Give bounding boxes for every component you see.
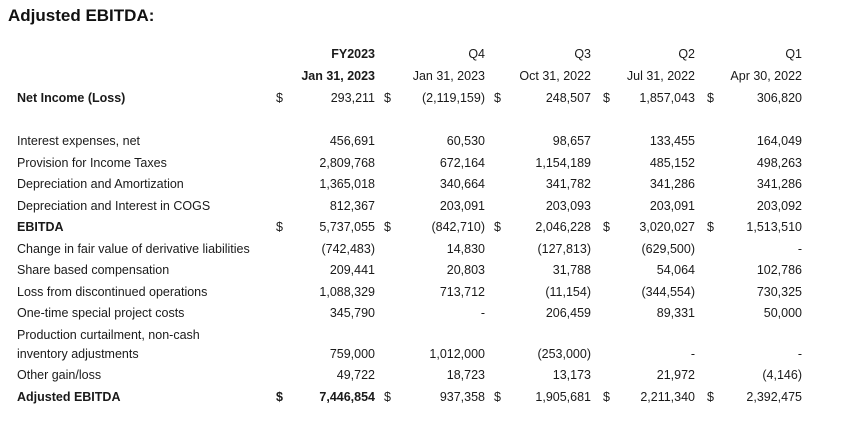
dollar-sign: $ [707, 220, 714, 234]
cell-value: 2,211,340 [640, 390, 695, 404]
period-name-q2: Q2 [678, 47, 695, 61]
row-label: Depreciation and Interest in COGS [17, 199, 211, 213]
period-date-q4: Jan 31, 2023 [412, 69, 485, 83]
period-date-q1: Apr 30, 2022 [730, 69, 802, 83]
cell-value: 293,211 [330, 91, 375, 105]
row-label-line2: inventory adjustments [17, 347, 139, 361]
dollar-sign: $ [276, 91, 283, 105]
cell-value: 203,092 [756, 199, 802, 213]
cell-value: (742,483) [321, 242, 375, 256]
cell-value: 1,154,189 [535, 156, 591, 170]
table-row [0, 196, 857, 217]
cell-value: (629,500) [641, 242, 695, 256]
dollar-sign: $ [707, 91, 714, 105]
dollar-sign: $ [276, 390, 283, 404]
cell-value: 89,331 [656, 306, 695, 320]
table-row [0, 303, 857, 324]
period-date-row [0, 66, 857, 87]
period-name-q4: Q4 [468, 47, 485, 61]
cell-value: 98,657 [552, 134, 591, 148]
cell-value: (11,154) [545, 285, 591, 299]
cell-value: 730,325 [756, 285, 802, 299]
cell-value: 50,000 [763, 306, 802, 320]
cell-value: 21,972 [656, 368, 695, 382]
cell-value: 54,064 [656, 263, 695, 277]
cell-value: 3,020,027 [639, 220, 695, 234]
dollar-sign: $ [276, 220, 283, 234]
table-row-total [0, 387, 857, 408]
dollar-sign: $ [494, 91, 501, 105]
cell-value: 133,455 [649, 134, 695, 148]
cell-value: (4,146) [762, 368, 802, 382]
row-label: Share based compensation [17, 263, 170, 277]
cell-value: 209,441 [329, 263, 375, 277]
page-title: Adjusted EBITDA: [8, 6, 155, 25]
cell-value: 713,712 [439, 285, 485, 299]
cell-value: 2,392,475 [746, 390, 802, 404]
cell-value: 5,737,055 [319, 220, 375, 234]
cell-value: 341,286 [649, 177, 695, 191]
cell-value: 2,809,768 [319, 156, 375, 170]
cell-value: 1,513,510 [746, 220, 802, 234]
cell-value: 164,049 [756, 134, 802, 148]
cell-value: 18,723 [446, 368, 485, 382]
cell-value: (127,813) [537, 242, 591, 256]
cell-value: 498,263 [756, 156, 802, 170]
cell-value: 248,507 [545, 91, 591, 105]
cell-value: 1,012,000 [429, 347, 485, 361]
period-date-fy2023: Jan 31, 2023 [301, 69, 375, 83]
cell-value: 672,164 [439, 156, 485, 170]
period-date-q3: Oct 31, 2022 [519, 69, 591, 83]
cell-value: - [797, 347, 802, 361]
period-name-q1: Q1 [785, 47, 802, 61]
dollar-sign: $ [494, 220, 501, 234]
cell-value: (2,119,159) [421, 91, 485, 105]
cell-value: - [480, 306, 485, 320]
cell-value: 203,091 [439, 199, 485, 213]
cell-value: 60,530 [446, 134, 485, 148]
row-label: One-time special project costs [17, 306, 185, 320]
table-row [0, 88, 857, 109]
row-label: Depreciation and Amortization [17, 177, 184, 191]
cell-value: - [797, 242, 802, 256]
row-label: Other gain/loss [17, 368, 102, 382]
table-row [0, 365, 857, 386]
table-row [0, 282, 857, 303]
cell-value: 31,788 [552, 263, 591, 277]
cell-value: 456,691 [329, 134, 375, 148]
row-label: Adjusted EBITDA [17, 390, 121, 404]
cell-value: 306,820 [756, 91, 802, 105]
row-label: EBITDA [17, 220, 64, 234]
dollar-sign: $ [603, 390, 610, 404]
row-label-line1: Production curtailment, non-cash [17, 328, 200, 342]
cell-value: 345,790 [329, 306, 375, 320]
period-name-row [0, 44, 857, 65]
cell-value: 341,782 [545, 177, 591, 191]
cell-value: 14,830 [446, 242, 485, 256]
cell-value: 20,803 [446, 263, 485, 277]
table-row [0, 344, 857, 365]
table-row [0, 131, 857, 152]
period-name-q3: Q3 [574, 47, 591, 61]
cell-value: 102,786 [756, 263, 802, 277]
table-row [0, 260, 857, 281]
table-row [0, 239, 857, 260]
cell-value: 1,088,329 [319, 285, 375, 299]
period-name-fy2023: FY2023 [331, 47, 375, 61]
period-date-q2: Jul 31, 2022 [626, 69, 695, 83]
cell-value: - [690, 347, 695, 361]
cell-value: 7,446,854 [319, 390, 375, 404]
table-row-label-continuation [0, 325, 857, 346]
cell-value: 1,365,018 [319, 177, 375, 191]
cell-value: 206,459 [545, 306, 591, 320]
row-label: Interest expenses, net [17, 134, 140, 148]
dollar-sign: $ [384, 220, 391, 234]
cell-value: 1,905,681 [535, 390, 591, 404]
cell-value: (253,000) [537, 347, 591, 361]
row-label: Net Income (Loss) [17, 91, 126, 105]
cell-value: (842,710) [431, 220, 485, 234]
row-label: Provision for Income Taxes [17, 156, 167, 170]
row-label: Change in fair value of derivative liabilities [17, 242, 250, 256]
cell-value: 340,664 [439, 177, 485, 191]
cell-value: (344,554) [641, 285, 695, 299]
table-row [0, 174, 857, 195]
row-label: Loss from discontinued operations [17, 285, 208, 299]
table-row [0, 217, 857, 238]
cell-value: 937,358 [439, 390, 485, 404]
cell-value: 203,093 [545, 199, 591, 213]
dollar-sign: $ [384, 91, 391, 105]
table-row [0, 153, 857, 174]
dollar-sign: $ [603, 91, 610, 105]
dollar-sign: $ [384, 390, 391, 404]
cell-value: 1,857,043 [639, 91, 695, 105]
cell-value: 485,152 [649, 156, 695, 170]
cell-value: 759,000 [329, 347, 375, 361]
cell-value: 812,367 [329, 199, 375, 213]
cell-value: 49,722 [336, 368, 375, 382]
dollar-sign: $ [707, 390, 714, 404]
cell-value: 13,173 [552, 368, 591, 382]
dollar-sign: $ [494, 390, 501, 404]
cell-value: 203,091 [649, 199, 695, 213]
dollar-sign: $ [603, 220, 610, 234]
cell-value: 341,286 [756, 177, 802, 191]
cell-value: 2,046,228 [535, 220, 591, 234]
